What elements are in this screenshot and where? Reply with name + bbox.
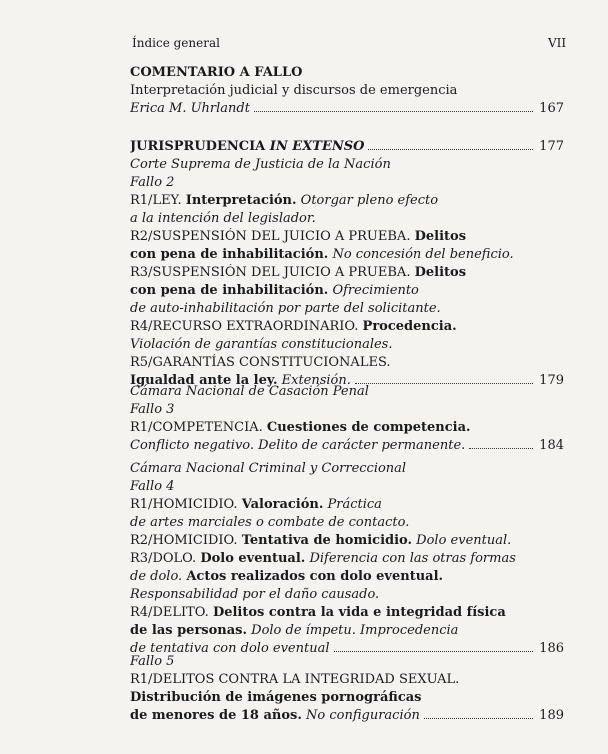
entry-bold: Cuestiones de competencia. <box>266 420 471 435</box>
entry-bold: Actos realizados con dolo eventual. <box>186 569 444 584</box>
entry-r3-cont <box>130 282 564 300</box>
entry-text: R1/HOMICIDIO. <box>130 497 242 512</box>
entry-italic: Práctica <box>323 497 382 512</box>
entry-text: R4/RECURSO EXTRAORDINARIO. <box>130 319 363 334</box>
entry-bold: con pena de inhabilitación. <box>130 283 329 298</box>
fallo-label: Fallo 4 <box>130 479 175 494</box>
page-ref: 179 <box>539 373 564 388</box>
entry-bold: de las personas. <box>130 623 248 638</box>
entry-bold: Procedencia. <box>362 319 457 334</box>
entry-bold: Delitos <box>414 229 467 244</box>
entry-r4 <box>130 604 564 622</box>
entry-r1 <box>130 192 564 210</box>
entry-italic: Dolo eventual. <box>412 533 512 548</box>
entry-text: R1/LEY. <box>130 193 186 208</box>
entry-r1-cont: Distribución de imágenes pornográficas <box>130 690 422 705</box>
dot-leader <box>469 447 533 449</box>
fallo-label: Fallo 5 <box>130 654 175 669</box>
entry-italic: No concesión del beneficio. <box>328 247 514 262</box>
entry-subtitle: Interpretación judicial y discursos de emergencia <box>130 83 458 98</box>
section-title-italic: IN EXTENSO <box>269 139 365 154</box>
dot-leader <box>334 650 534 652</box>
dot-leader <box>424 717 533 719</box>
entry-bold: Delitos contra la vida e integridad física <box>212 605 506 620</box>
entry-bold: de menores de 18 años. <box>130 708 302 723</box>
fallo-label: Fallo 3 <box>130 402 175 417</box>
entry-text: R1/COMPETENCIA. <box>130 420 267 435</box>
entry-r1 <box>130 496 564 514</box>
entry-text: R2/SUSPENSIÓN DEL JUICIO A PRUEBA. <box>130 229 415 244</box>
page-ref: 177 <box>539 139 564 154</box>
entry-r1 <box>130 419 564 437</box>
entry-r2-cont <box>130 246 564 264</box>
section-fallo5 <box>130 653 564 725</box>
page-ref: 186 <box>539 641 564 656</box>
entry-author-line[interactable] <box>130 100 564 118</box>
entry-r3 <box>130 550 564 568</box>
entry-bold: Interpretación. <box>185 193 297 208</box>
entry-italic: Diferencia con las otras formas <box>305 551 516 566</box>
section-jurisprudencia <box>130 138 564 390</box>
page-ref: 184 <box>539 438 564 453</box>
entry-r5: R5/GARANTÍAS CONSTITUCIONALES. <box>130 355 391 370</box>
entry-text: R2/HOMICIDIO. <box>130 533 242 548</box>
entry-r4-cont <box>130 622 564 640</box>
entry-italic: Dolo de ímpetu. Improcedencia <box>247 623 459 638</box>
entry-italic: Ofrecimiento <box>328 283 419 298</box>
entry-italic: Otorgar pleno efecto <box>296 193 439 208</box>
page-number-roman: VII <box>548 36 567 50</box>
section-title: JURISPRUDENCIA <box>130 139 270 154</box>
section-casacion <box>130 383 564 455</box>
entry-r3-cont2: Responsabilidad por el daño causado. <box>130 587 380 602</box>
entry-r1: R1/DELITOS CONTRA LA INTEGRIDAD SEXUAL. <box>130 672 460 687</box>
entry-italic: No configuración <box>301 708 420 723</box>
section-title: COMENTARIO A FALLO <box>130 65 303 80</box>
entry-text: R3/DOLO. <box>130 551 201 566</box>
entry-r4 <box>130 318 564 336</box>
entry-bold: Tentativa de homicidio. <box>241 533 413 548</box>
entry-author: Erica M. Uhrlandt <box>130 101 250 116</box>
entry-italic: Conflicto negativo. Delito de carácter permanente. <box>130 438 466 453</box>
dot-leader <box>254 110 533 112</box>
court-name: Cámara Nacional de Casación Penal <box>130 384 369 399</box>
entry-r1-cont: a la intención del legislador. <box>130 211 316 226</box>
entry-r3-cont2: de auto-inhabilitación por parte del solicitante. <box>130 301 441 316</box>
section-title-line[interactable] <box>130 138 564 156</box>
entry-bold: Igualdad ante la ley. <box>130 373 278 388</box>
page-ref: 189 <box>539 708 564 723</box>
fallo-label: Fallo 2 <box>130 175 175 190</box>
entry-italic: Extensión. <box>277 373 351 388</box>
dot-leader <box>368 148 533 150</box>
entry-italic: de tentativa con dolo eventual <box>130 641 330 656</box>
entry-bold: Delitos <box>414 265 467 280</box>
running-header-left: Índice general <box>132 36 220 50</box>
entry-r3-cont <box>130 568 564 586</box>
entry-text: R4/DELITO. <box>130 605 213 620</box>
entry-bold: Dolo eventual. <box>200 551 306 566</box>
entry-bold: con pena de inhabilitación. <box>130 247 329 262</box>
entry-italic: de dolo. <box>130 569 187 584</box>
entry-r1-cont: de artes marciales o combate de contacto. <box>130 515 410 530</box>
entry-r1-cont[interactable] <box>130 437 564 455</box>
entry-text: R3/SUSPENSIÓN DEL JUICIO A PRUEBA. <box>130 265 415 280</box>
entry-r3 <box>130 264 564 282</box>
entry-r2 <box>130 228 564 246</box>
court-name: Corte Suprema de Justicia de la Nación <box>130 157 391 172</box>
entry-r2 <box>130 532 564 550</box>
entry-r1-cont2[interactable] <box>130 707 564 725</box>
section-comentario <box>130 64 564 118</box>
entry-bold: Valoración. <box>241 497 324 512</box>
page-ref: 167 <box>539 101 564 116</box>
section-criminal <box>130 460 564 658</box>
court-name: Cámara Nacional Criminal y Correccional <box>130 461 407 476</box>
entry-r4-cont: Violación de garantías constitucionales. <box>130 337 393 352</box>
